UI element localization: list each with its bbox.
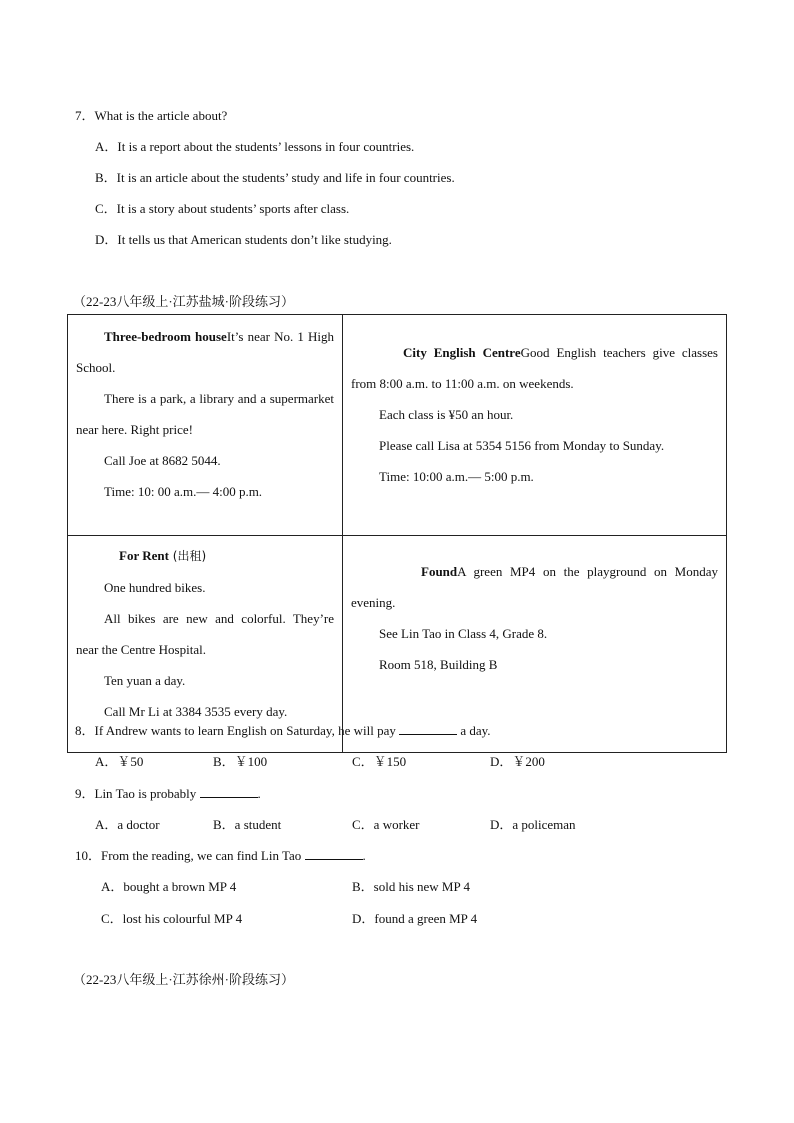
ad-centre-line1: Good English teachers give classes from 8:00 a.m. to 11:00 a.m. on weekends. [351, 345, 718, 391]
ad-found-line2: See Lin Tao in Class 4, Grade 8. [379, 626, 548, 641]
question-8-option-b: B．￥100 [213, 754, 268, 769]
ad-centre-line2: Each class is ¥50 an hour. [379, 407, 514, 422]
question-10-stem-end: . [362, 848, 366, 863]
ad-rent-line1: One hundred bikes. [104, 580, 206, 595]
question-8-stem [75, 720, 491, 739]
ad-found-line1: A green MP4 on the playground on Monday evening. [351, 564, 718, 610]
source-note-xuzhou: （22-23八年级上·江苏徐州·阶段练习） [73, 972, 294, 987]
ad-house-line4: Time: 10: 00 a.m.— 4:00 p.m. [104, 484, 263, 499]
question-8-option-d: D．￥200 [490, 754, 545, 769]
ad-centre-line3: Please call Lisa at 5354 5156 from Monday to Sunday. [379, 438, 665, 453]
question-9-option-b: B．a student [213, 817, 282, 832]
ad-rent-heading [76, 540, 334, 572]
ad-rent-line3: Ten yuan a day. [104, 673, 186, 688]
ad-centre-title: City English Centre [403, 345, 521, 360]
question-9-option-a: A．a doctor [95, 817, 160, 832]
question-7-option-c: C．It is a story about students’ sports after class. [95, 201, 350, 216]
question-9-option-d: D．a policeman [490, 817, 576, 832]
question-10-stem [75, 845, 366, 864]
ad-centre-intro [351, 337, 718, 399]
question-8-option-a: A．￥50 [95, 754, 144, 769]
ad-rent-line2: All bikes are new and colorful. They’re near the Centre Hospital. [76, 611, 334, 657]
question-7-option-a: A．It is a report about the students’ lessons in four countries. [95, 139, 415, 154]
question-10-option-a: A．bought a brown MP 4 [101, 879, 237, 894]
question-8-option-c: C．￥150 [352, 754, 407, 769]
ad-house-line2: There is a park, a library and a supermarket near here. Right price! [76, 391, 334, 437]
ad-found-title: Found [421, 564, 458, 579]
ad-rent-line4: Call Mr Li at 3384 3535 every day. [104, 704, 288, 719]
ad-house-intro [76, 321, 334, 383]
question-9-stem [75, 783, 261, 802]
ad-english-centre [343, 315, 727, 536]
question-10-option-b: B．sold his new MP 4 [352, 879, 470, 894]
question-9-stem-end: . [257, 786, 261, 801]
question-10-option-c: C．lost his colourful MP 4 [101, 911, 243, 926]
ad-found-intro [351, 556, 718, 618]
question-8-stem-start: 8．If Andrew wants to learn English on Saturday, he will pay [75, 723, 400, 738]
ad-house-line3: Call Joe at 8682 5044. [104, 453, 221, 468]
ad-house [68, 315, 343, 536]
answer-blank [200, 785, 258, 798]
ad-found-line3: Room 518, Building B [379, 657, 498, 672]
question-8-stem-end: a day. [457, 723, 491, 738]
question-7-stem: 7．What is the article about? [75, 108, 228, 123]
ad-centre-line4: Time: 10:00 a.m.— 5:00 p.m. [379, 469, 534, 484]
question-9-stem-start: 9．Lin Tao is probably [75, 786, 200, 801]
ad-house-title: Three-bedroom house [104, 329, 227, 344]
ad-rent-title-cn: (出租) [168, 549, 207, 563]
question-10-option-d: D．found a green MP 4 [352, 911, 478, 926]
source-note-yancheng: （22-23八年级上·江苏盐城·阶段练习） [73, 294, 294, 309]
ad-house-line1: It’s near No. 1 High School. [76, 329, 334, 375]
answer-blank [399, 722, 457, 735]
answer-blank [305, 847, 363, 860]
question-9-option-c: C．a worker [352, 817, 420, 832]
question-10-stem-start: 10．From the reading, we can find Lin Tao [75, 848, 305, 863]
ad-rent-title: For Rent [119, 548, 169, 563]
ads-table [67, 314, 727, 753]
question-7-option-b: B．It is an article about the students’ study and life in four countries. [95, 170, 455, 185]
question-7-option-d: D．It tells us that American students don’t like studying. [95, 232, 392, 247]
